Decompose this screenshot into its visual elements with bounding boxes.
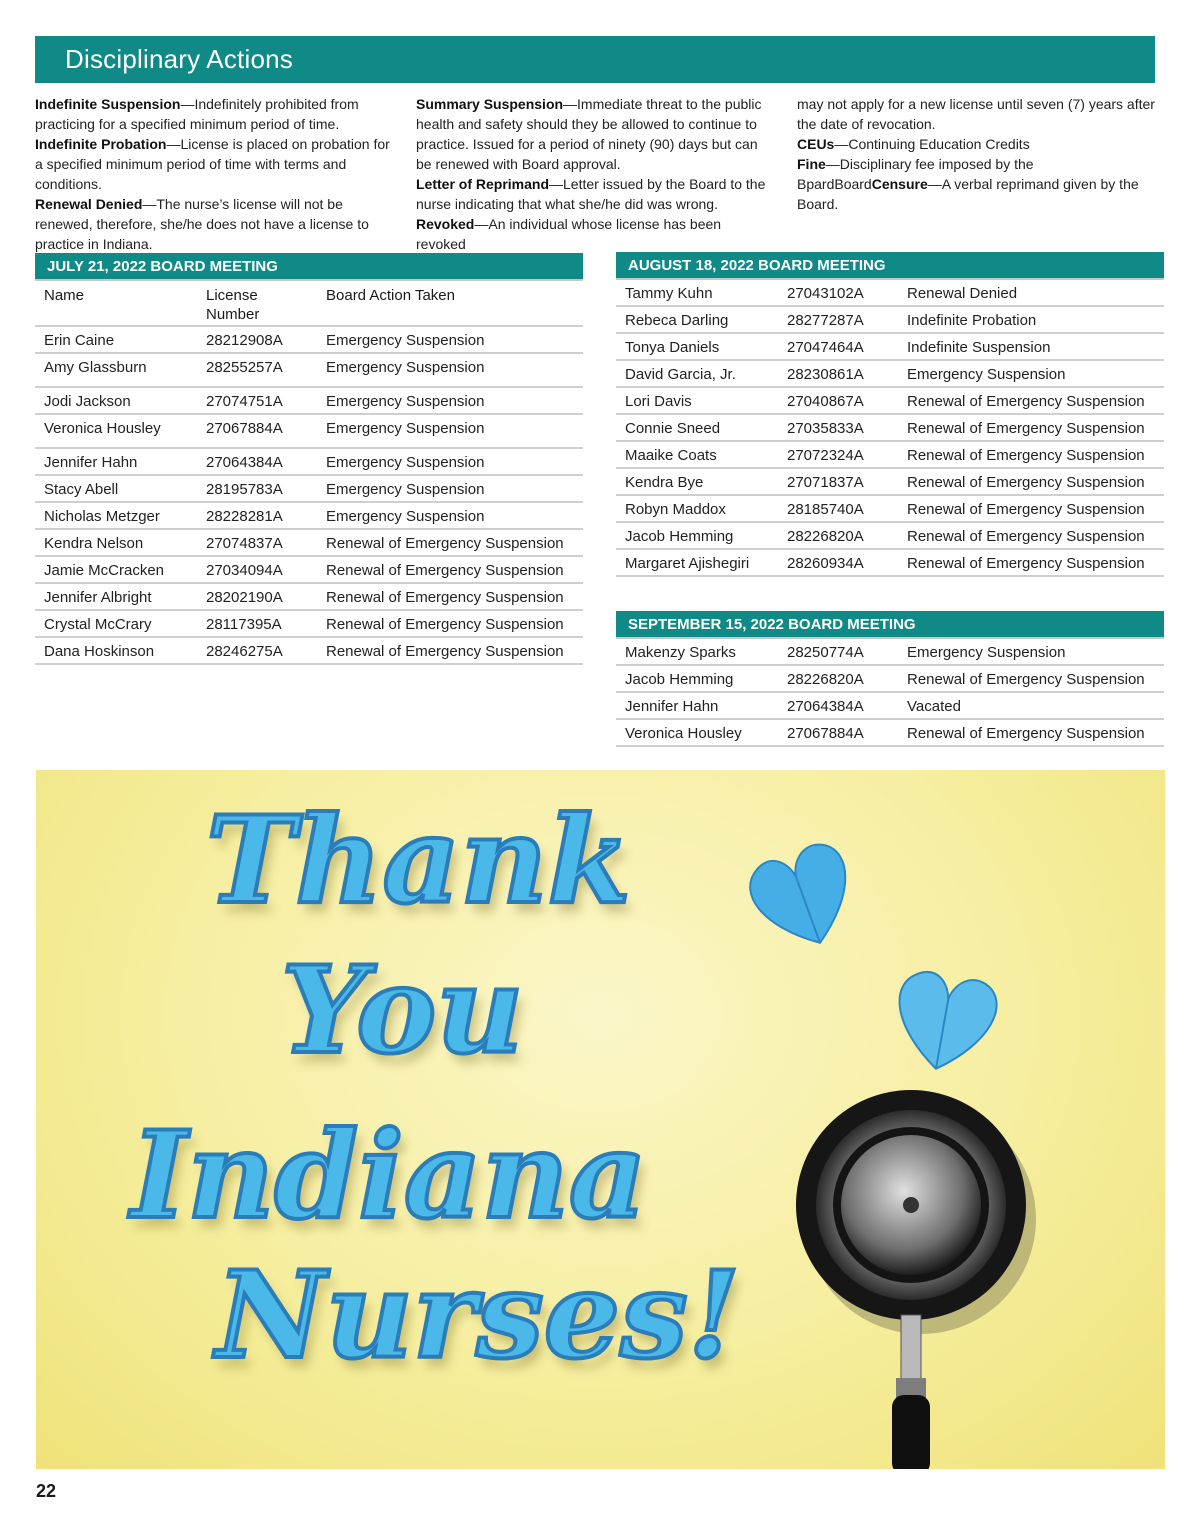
cell-license: 27035833A [787,420,864,437]
cell-action: Renewal of Emergency Suspension [907,420,1145,437]
table-row [616,442,1164,469]
cell-name: Erin Caine [44,332,115,349]
cell-license: 27071837A [787,474,864,491]
cell-action: Renewal of Emergency Suspension [326,643,564,660]
cell-action: Emergency Suspension [907,366,1066,383]
cell-license: 27072324A [787,447,864,464]
cell-action: Emergency Suspension [326,332,485,349]
thanks-line-4: Nurses! [216,1245,741,1386]
definitions-column-2 [416,94,766,254]
thank-you-nurses-image [36,770,1165,1469]
page-number: 22 [36,1481,57,1501]
definitions-column-1 [35,94,397,254]
cell-action: Emergency Suspension [326,420,485,437]
cell-action: Renewal of Emergency Suspension [326,535,564,552]
cell-action: Renewal of Emergency Suspension [907,501,1145,518]
cell-license: 28226820A [787,671,864,688]
cell-action: Renewal of Emergency Suspension [907,671,1145,688]
table-row [35,557,583,584]
column-header-name: Name [44,287,85,304]
cell-license: 27034094A [206,562,283,579]
table-row [616,415,1164,442]
stethoscope-hearts-illustration [696,830,1096,1469]
cell-action: Emergency Suspension [326,508,485,525]
cell-name: Veronica Housley [44,420,161,437]
cell-license: 28212908A [206,332,283,349]
july-column-headers [35,281,583,327]
cell-license: 28226820A [787,528,864,545]
table-row [616,334,1164,361]
cell-license: 27043102A [787,285,864,302]
cell-name: Kendra Bye [625,474,704,491]
cell-license: 28202190A [206,589,283,606]
july-meeting-table [35,253,583,665]
definition-indefinite-suspension: Indefinite Suspension—Indefinitely prohibited from practicing for a specified minimum period of time. [35,96,359,132]
heart-icon [889,968,1001,1078]
cell-action: Renewal of Emergency Suspension [907,725,1145,742]
cell-license: 27074751A [206,393,283,410]
cell-action: Renewal of Emergency Suspension [907,555,1145,572]
cell-name: Lori Davis [625,393,692,410]
section-banner [35,36,1155,83]
cell-name: Margaret Ajishegiri [625,555,750,572]
cell-action: Renewal of Emergency Suspension [326,616,564,633]
cell-name: David Garcia, Jr. [625,366,736,383]
cell-name: Jacob Hemming [625,671,734,688]
section-title: Disciplinary Actions [65,44,293,74]
cell-license: 27067884A [206,420,283,437]
cell-action: Emergency Suspension [326,481,485,498]
cell-action: Emergency Suspension [326,454,485,471]
table-row [35,415,583,449]
table-row [616,666,1164,693]
thanks-line-3: Indiana [131,1105,647,1246]
definitions-column-3 [797,94,1157,214]
cell-name: Makenzy Sparks [625,644,736,661]
table-row [616,720,1164,747]
cell-license: 27067884A [787,725,864,742]
cell-action: Indefinite Probation [907,312,1037,329]
cell-license: 27064384A [787,698,864,715]
cell-name: Crystal McCrary [44,616,152,633]
cell-name: Kendra Nelson [44,535,144,552]
table-row [35,354,583,388]
cell-name: Jamie McCracken [44,562,165,579]
definition-fine-censure: Fine—Disciplinary fee imposed by the BpardBoardCensure—A verbal reprimand given by the Board. [797,156,1139,212]
cell-action: Renewal of Emergency Suspension [326,589,564,606]
cell-name: Jodi Jackson [44,393,131,410]
table-row [616,550,1164,577]
definition-renewal-denied: Renewal Denied—The nurse’s license will not be renewed, therefore, she/he does not have a license to practice in Indiana. [35,196,369,252]
cell-name: Maaike Coats [625,447,717,464]
definition-letter-of-reprimand: Letter of Reprimand—Letter issued by the Board to the nurse indicating that what she/he did was wrong. [416,176,766,212]
cell-name: Jennifer Hahn [625,698,719,715]
cell-name: Nicholas Metzger [44,508,160,525]
cell-license: 28228281A [206,508,283,525]
table-row [35,449,583,476]
september-meeting-table [616,611,1164,747]
august-meeting-table [616,252,1164,577]
cell-name: Jennifer Hahn [44,454,138,471]
table-row [35,476,583,503]
cell-action: Renewal of Emergency Suspension [326,562,564,579]
cell-name: Jacob Hemming [625,528,734,545]
cell-action: Renewal of Emergency Suspension [907,393,1145,410]
thanks-line-1: Thank [206,790,631,931]
cell-name: Robyn Maddox [625,501,726,518]
cell-license: 27047464A [787,339,864,356]
cell-name: Connie Sneed [625,420,721,437]
cell-license: 28195783A [206,481,283,498]
table-row [35,388,583,415]
cell-action: Renewal of Emergency Suspension [907,447,1145,464]
thanks-line-2: You [281,940,524,1081]
definition-indefinite-probation: Indefinite Probation—License is placed on probation for a specified minimum period of time with terms and conditions. [35,136,390,192]
cell-license: 27074837A [206,535,283,552]
table-row [35,611,583,638]
cell-name: Jennifer Albright [44,589,152,606]
august-table-heading: AUGUST 18, 2022 BOARD MEETING [616,252,1164,280]
cell-action: Vacated [907,698,961,715]
cell-action: Indefinite Suspension [907,339,1051,356]
cell-license: 28230861A [787,366,864,383]
cell-license: 28260934A [787,555,864,572]
table-row [616,639,1164,666]
cell-name: Veronica Housley [625,725,742,742]
definition-revoked-continued: may not apply for a new license until seven (7) years after the date of revocation. [797,96,1155,132]
cell-action: Emergency Suspension [907,644,1066,661]
cell-action: Emergency Suspension [326,393,485,410]
september-table-heading: SEPTEMBER 15, 2022 BOARD MEETING [616,611,1164,639]
table-row [616,388,1164,415]
table-row [616,693,1164,720]
table-row [35,530,583,557]
column-header-license: License Number [206,287,260,323]
cell-name: Dana Hoskinson [44,643,155,660]
heart-icon [743,838,867,960]
table-row [616,496,1164,523]
cell-action: Renewal of Emergency Suspension [907,528,1145,545]
column-header-action: Board Action Taken [326,287,455,304]
table-row [35,584,583,611]
cell-license: 28255257A [206,359,283,376]
cell-license: 28246275A [206,643,283,660]
cell-license: 27040867A [787,393,864,410]
table-row [35,638,583,665]
table-row [616,280,1164,307]
cell-action: Renewal Denied [907,285,1018,302]
cell-name: Rebeca Darling [625,312,729,329]
cell-license: 27064384A [206,454,283,471]
cell-license: 28185740A [787,501,864,518]
definition-ceus: CEUs—Continuing Education Credits [797,136,1030,152]
july-table-heading: JULY 21, 2022 BOARD MEETING [35,253,583,281]
table-row [35,327,583,354]
cell-action: Renewal of Emergency Suspension [907,474,1145,491]
cell-name: Amy Glassburn [44,359,147,376]
cell-license: 28117395A [206,616,282,633]
cell-action: Emergency Suspension [326,359,485,376]
cell-license: 28277287A [787,312,864,329]
table-row [616,523,1164,550]
cell-name: Tammy Kuhn [625,285,713,302]
cell-name: Stacy Abell [44,481,119,498]
cell-license: 28250774A [787,644,864,661]
definition-revoked: Revoked—An individual whose license has been revoked [416,216,722,252]
definition-summary-suspension: Summary Suspension—Immediate threat to the public health and safety should they be allowed to continue to practice. Issued for a period of ninety (90) days but can be renewed with Board approval. [416,96,762,172]
table-row [35,503,583,530]
table-row [616,469,1164,496]
table-row [616,361,1164,388]
cell-name: Tonya Daniels [625,339,720,356]
table-row [616,307,1164,334]
